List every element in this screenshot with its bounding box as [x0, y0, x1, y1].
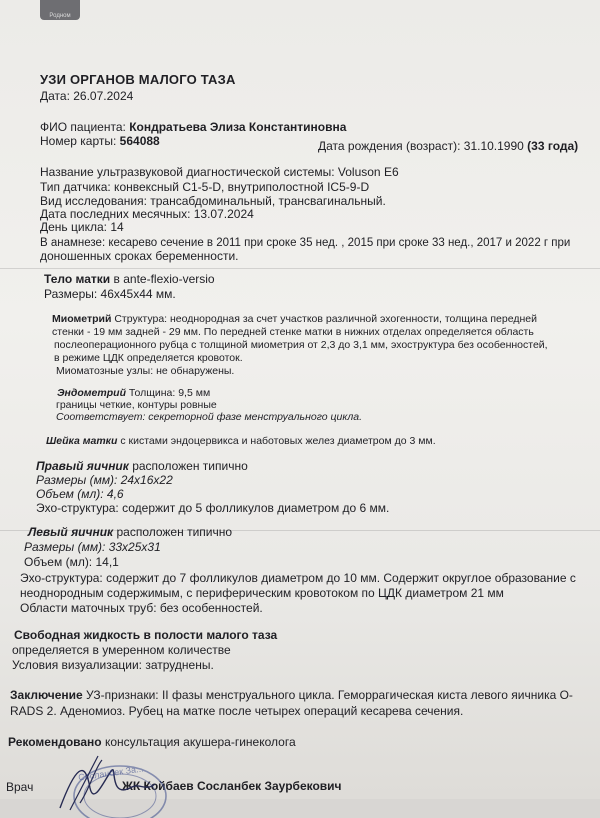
uterus-row: [44, 272, 215, 286]
myometrium-structure: Структура: неоднородная за счет участков различной эхогенности, толщина передней: [111, 313, 537, 325]
myometrium-line-2: стенки - 19 мм задней - 29 мм. По передней стенке матки в нижних отделах определяется область: [52, 326, 534, 338]
recommendation-text: консультация акушера-гинеколога: [101, 735, 296, 749]
cervix-label: Шейка матки: [46, 435, 118, 447]
recommendation-label: Рекомендовано: [8, 735, 102, 749]
recommendation-row: [8, 735, 296, 749]
stamp-text: Сосланбек За...: [77, 763, 145, 783]
card-number: 564088: [119, 134, 160, 148]
left-ovary-echo-2: неоднородным содержимым, с периферическим кровотоком по ЦДК диаметром 21 мм: [20, 586, 504, 600]
conclusion-row: [10, 688, 573, 702]
endometrium-borders: границы четкие, контуры ровные: [56, 399, 217, 411]
fallopian-tubes: Области маточных труб: без особенностей.: [20, 601, 263, 615]
patient-age: (33 года): [527, 139, 579, 153]
paper-fold: [0, 268, 600, 269]
ultrasound-system: Название ультразвуковой диагностической системы: Voluson E6: [40, 165, 399, 179]
myometrium-label: Миометрий: [52, 313, 112, 325]
left-ovary-label: Левый яичник: [28, 525, 114, 539]
left-ovary-volume: Объем (мл): 14,1: [24, 555, 119, 569]
myometrium-line-4: в режиме ЦДК определяется кровоток.: [54, 352, 243, 364]
myometrium-row: [52, 312, 537, 326]
uterus-size: Размеры: 46х45х44 мм.: [44, 287, 176, 301]
card-number-row: [40, 134, 160, 148]
logo-text: Родном: [49, 13, 71, 19]
report-title: УЗИ ОРГАНОВ МАЛОГО ТАЗА: [40, 72, 236, 87]
right-ovary-row: [36, 459, 248, 473]
conclusion-line-2: RADS 2. Аденомиоз. Рубец на матке после четырех операций кесарева сечения.: [10, 704, 464, 718]
free-fluid-label: Свободная жидкость в полости малого таза: [14, 628, 278, 642]
cervix-row: [46, 434, 436, 448]
right-ovary-position: расположен типично: [128, 459, 248, 473]
doctor-name: ЖК Койбаев Сосланбек Заурбекович: [122, 779, 342, 793]
myoma-nodes: Миоматозные узлы: не обнаружены.: [56, 365, 235, 377]
conclusion-line-1: УЗ-признаки: II фазы менструального цикла. Геморрагическая киста левого яичника O-: [82, 688, 573, 702]
patient-name: Кондратьева Элиза Константиновна: [129, 120, 347, 134]
uterus-label: Тело матки: [44, 272, 111, 286]
left-ovary-position: расположен типично: [113, 525, 233, 539]
cycle-day: День цикла: 14: [40, 220, 124, 234]
dob-label: Дата рождения (возраст): 31.10.1990: [318, 139, 524, 153]
patient-name-label: ФИО пациента:: [40, 120, 126, 134]
endometrium-phase: Соответствует: секреторной фазе менструального цикла.: [56, 411, 362, 423]
anamnesis-line-2: доношенных сроках беременности.: [40, 249, 239, 263]
patient-name-row: [40, 120, 346, 134]
right-ovary-echo: Эхо-структура: содержит до 5 фолликулов диаметром до 6 мм.: [36, 501, 390, 515]
myometrium-line-3: послеоперационного рубца с толщиной миометрия от 2,3 до 3,1 мм, эхоструктура без особенностей,: [54, 339, 548, 351]
doctor-stamp: [50, 748, 170, 818]
uterus-position: в ante-flexio-versio: [110, 272, 215, 286]
card-number-label: Номер карты:: [40, 134, 117, 148]
last-menses: Дата последних месячных: 13.07.2024: [40, 207, 254, 221]
cervix-text: с кистами эндоцервикса и наботовых желез диаметром до 3 мм.: [117, 435, 436, 447]
endometrium-thickness: Толщина: 9,5 мм: [125, 387, 211, 399]
doctor-label: Врач: [6, 780, 34, 794]
anamnesis-line-1: В анамнезе: кесарево сечение в 2011 при сроке 35 нед. , 2015 при сроке 33 нед., 2017 и 2022 г при: [40, 237, 571, 249]
report-date: Дата: 26.07.2024: [40, 89, 134, 103]
exam-type: Вид исследования: трансабдоминальный, трансвагинальный.: [40, 194, 386, 208]
free-fluid-amount: определяется в умеренном количестве: [12, 643, 231, 657]
right-ovary-label: Правый яичник: [36, 459, 129, 473]
right-ovary-size: Размеры (мм): 24x16x22: [36, 473, 173, 487]
left-ovary-echo-1: Эхо-структура: содержит до 7 фолликулов диаметром до 10 мм. Содержит округлое образование с: [20, 571, 576, 585]
endometrium-label: Эндометрий: [57, 387, 126, 399]
right-ovary-volume: Объем (мл): 4,6: [36, 487, 124, 501]
sensor-type: Тип датчика: конвексный C1-5-D, внутриполостной IC5-9-D: [40, 180, 370, 194]
clinic-logo: [40, 0, 80, 20]
visualization-conditions: Условия визуализации: затруднены.: [12, 658, 214, 672]
conclusion-label: Заключение: [10, 688, 83, 702]
left-ovary-row: [28, 525, 232, 539]
left-ovary-size: Размеры (мм): 33x25x31: [24, 540, 161, 554]
dob-row: [318, 139, 578, 153]
